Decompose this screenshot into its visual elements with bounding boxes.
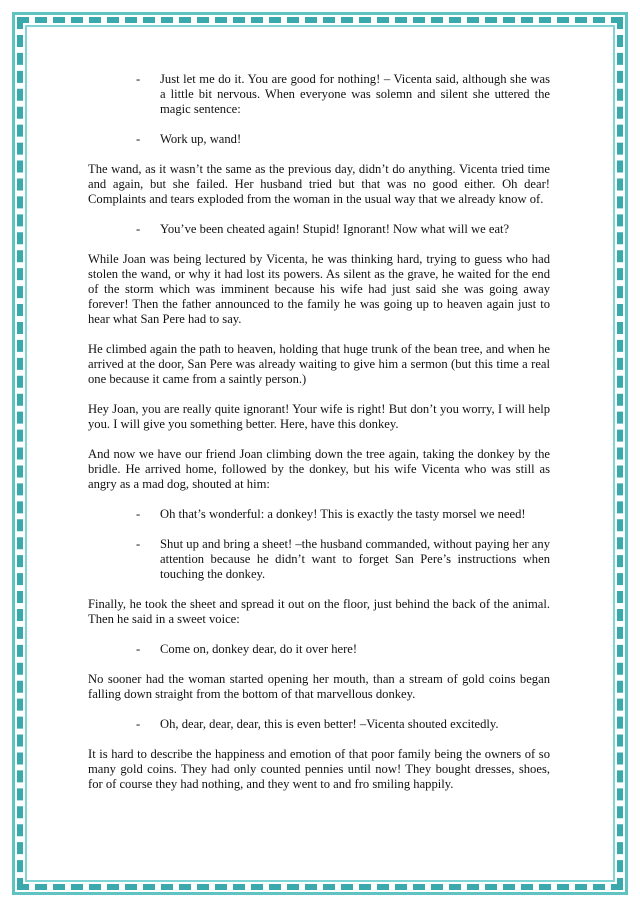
dialogue-dash: - — [136, 132, 141, 146]
dialogue-dash: - — [136, 72, 141, 86]
story-text — [88, 72, 550, 807]
dialogue-dash: - — [136, 642, 141, 656]
dialogue-line — [136, 717, 550, 732]
dialogue-text: Work up, wand! — [160, 132, 242, 146]
dialogue-line — [136, 642, 550, 657]
paragraph: And now we have our friend Joan climbing down the tree again, taking the donkey by the bridle. He arrived home, followed by the donkey, but his wife Vicenta who was still as angry as a mad dog, shouted at him: — [88, 447, 550, 491]
paragraph: It is hard to describe the happiness and emotion of that poor family being the owners of so many gold coins. They had only counted pennies until now! They bought dresses, shoes, for of course they had nothing, and they went to and fro smiling happily. — [88, 747, 550, 791]
dialogue-text: Oh, dear, dear, dear, this is even better! –Vicenta shouted excitedly. — [160, 717, 499, 731]
dialogue-line — [136, 72, 550, 117]
dialogue-text: Come on, donkey dear, do it over here! — [160, 642, 358, 656]
dialogue-text: Shut up and bring a sheet! –the husband commanded, without paying her any attention because he didn’t want to forget San Pere’s instructions when touching the donkey. — [160, 537, 550, 581]
paragraph: Finally, he took the sheet and spread it out on the floor, just behind the back of the animal. Then he said in a sweet voice: — [88, 597, 550, 626]
dialogue-text: Just let me do it. You are good for nothing! – Vicenta said, although she was a little bit nervous. When everyone was solemn and silent she uttered the magic sentence: — [160, 72, 550, 116]
dialogue-line — [136, 537, 550, 582]
paragraph: No sooner had the woman started opening her mouth, than a stream of gold coins began falling down straight from the bottom of that marvellous donkey. — [88, 672, 550, 701]
paragraph: The wand, as it wasn’t the same as the previous day, didn’t do anything. Vicenta tried time and again, but she failed. Her husband tried but that was no good either. Oh dear! Complaints and tears exploded from the woman in the usual way that we already know of. — [88, 162, 550, 206]
dialogue-dash: - — [136, 717, 141, 731]
dialogue-line — [136, 222, 550, 237]
paragraph: While Joan was being lectured by Vicenta, he was thinking hard, trying to guess who had stolen the wand, or why it had lost its powers. As silent as the grave, he waited for the end of the storm which was imminent because his wife had just said she was going away forever! Then the father announced to the family he was going up to heaven again just to hear what San Pere had to say. — [88, 252, 550, 326]
paragraph: He climbed again the path to heaven, holding that huge trunk of the bean tree, and when he arrived at the door, San Pere was already waiting to give him a sermon (but this time a real one because it came from a saintly person.) — [88, 342, 550, 386]
paragraph: Hey Joan, you are really quite ignorant! Your wife is right! But don’t you worry, I will help you. I will give you something better. Here, have this donkey. — [88, 402, 550, 431]
dialogue-text: You’ve been cheated again! Stupid! Ignorant! Now what will we eat? — [160, 222, 510, 236]
dialogue-text: Oh that’s wonderful: a donkey! This is exactly the tasty morsel we need! — [160, 507, 526, 521]
dialogue-line — [136, 132, 550, 147]
dialogue-dash: - — [136, 222, 141, 236]
dialogue-dash: - — [136, 537, 141, 551]
dialogue-line — [136, 507, 550, 522]
dialogue-dash: - — [136, 507, 141, 521]
